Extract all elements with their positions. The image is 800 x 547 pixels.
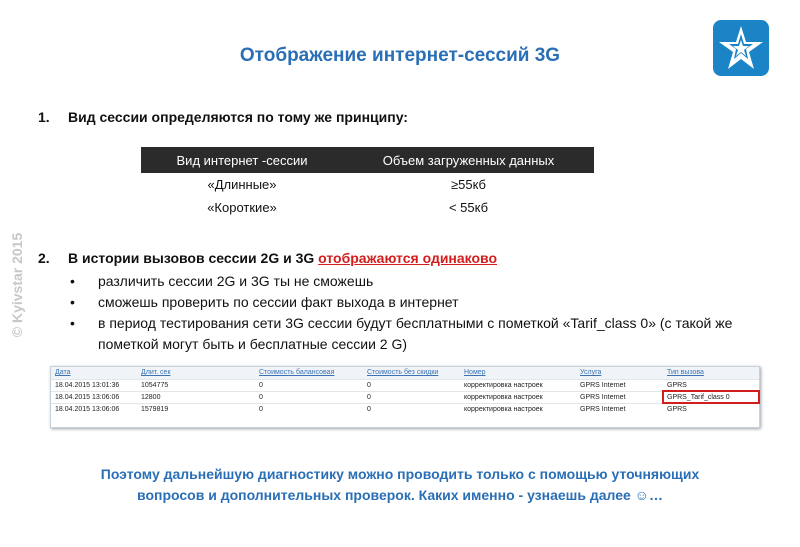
list-item: • в период тестирования сети 3G сессии будут бесплатными с пометкой «Tarif_class 0» (с такой же пометкой могут быть и бесплатные сессии 2 G) — [68, 313, 758, 355]
copyright-vertical — [8, 220, 30, 350]
copyright-text: © Kyivstar 2015 — [9, 232, 25, 338]
slide-title: Отображение интернет-сессий 3G — [239, 45, 561, 66]
table-header-row — [141, 147, 594, 173]
table-cell: ≥55кб — [450, 177, 486, 192]
section-2-text: В истории вызовов сессии 2G и 3G — [68, 250, 319, 266]
table-cell: 1054775 — [137, 379, 255, 391]
table-cell: корректировка настроек — [460, 403, 576, 415]
section-1-text: Вид сессии определяются по тому же принципу: — [68, 109, 408, 125]
column-header-cost-no-discount[interactable]: Стоимость без скидки — [363, 367, 460, 379]
table-cell: 18.04.2015 13:06:06 — [51, 403, 137, 415]
column-header-service[interactable]: Услуга — [576, 367, 663, 379]
column-header-number[interactable]: Номер — [460, 367, 576, 379]
table-cell: 12800 — [137, 391, 255, 403]
column-header-date[interactable]: Дата — [51, 367, 137, 379]
table-cell: 0 — [255, 391, 363, 403]
table-cell: 0 — [363, 391, 460, 403]
table-cell: 0 — [255, 379, 363, 391]
list-item: • различить сессии 2G и 3G ты не сможешь — [68, 271, 778, 292]
table-header-cell: Объем загруженных данных — [343, 147, 594, 173]
table-row — [51, 391, 759, 403]
footer-line-2: вопросов и дополнительных проверок. Каких именно - узнаешь далее ☺… — [137, 487, 663, 503]
call-history-screenshot — [50, 366, 760, 428]
footer-note — [30, 464, 770, 506]
list-item: • сможешь проверить по сессии факт выхода в интернет — [68, 292, 778, 313]
column-header-duration[interactable]: Длит. сек — [137, 367, 255, 379]
table-cell: «Короткие» — [207, 200, 277, 215]
session-type-table — [141, 147, 594, 219]
column-header-balance-cost[interactable]: Стоимость балансовая — [255, 367, 363, 379]
bullet-list — [68, 271, 778, 355]
kyivstar-logo — [713, 20, 769, 76]
table-cell: 18.04.2015 13:01:36 — [51, 379, 137, 391]
table-cell: 0 — [255, 403, 363, 415]
table-row — [141, 173, 594, 196]
section-2-heading — [68, 250, 497, 266]
table-cell: корректировка настроек — [460, 379, 576, 391]
table-cell: GPRS Internet — [576, 391, 663, 403]
table-cell: GPRS Internet — [576, 403, 663, 415]
call-history-header-row — [51, 367, 759, 379]
table-cell: 1579819 — [137, 403, 255, 415]
table-cell: «Длинные» — [207, 177, 277, 192]
table-row — [51, 379, 759, 391]
table-cell: 18.04.2015 13:06:06 — [51, 391, 137, 403]
highlighted-call-type-cell: GPRS_Tarif_class 0 — [663, 391, 759, 403]
section-2-number: 2. — [38, 250, 50, 266]
table-cell: 0 — [363, 403, 460, 415]
star-icon — [713, 20, 769, 76]
table-cell: 0 — [363, 379, 460, 391]
table-cell: GPRS — [663, 379, 759, 391]
section-1-number: 1. — [38, 109, 50, 125]
table-cell: GPRS Internet — [576, 379, 663, 391]
table-cell: < 55кб — [448, 200, 489, 215]
table-row — [141, 196, 594, 219]
table-cell: GPRS — [663, 403, 759, 415]
section-2-highlight: отображаются одинаково — [318, 250, 498, 266]
table-row — [51, 403, 759, 415]
table-header-cell: Вид интернет -сессии — [141, 147, 343, 173]
column-header-call-type[interactable]: Тип вызова — [663, 367, 759, 379]
footer-line-1: Поэтому дальнейшую диагностику можно проводить только с помощью уточняющих — [100, 466, 700, 482]
call-history-table — [51, 367, 759, 415]
table-cell: корректировка настроек — [460, 391, 576, 403]
